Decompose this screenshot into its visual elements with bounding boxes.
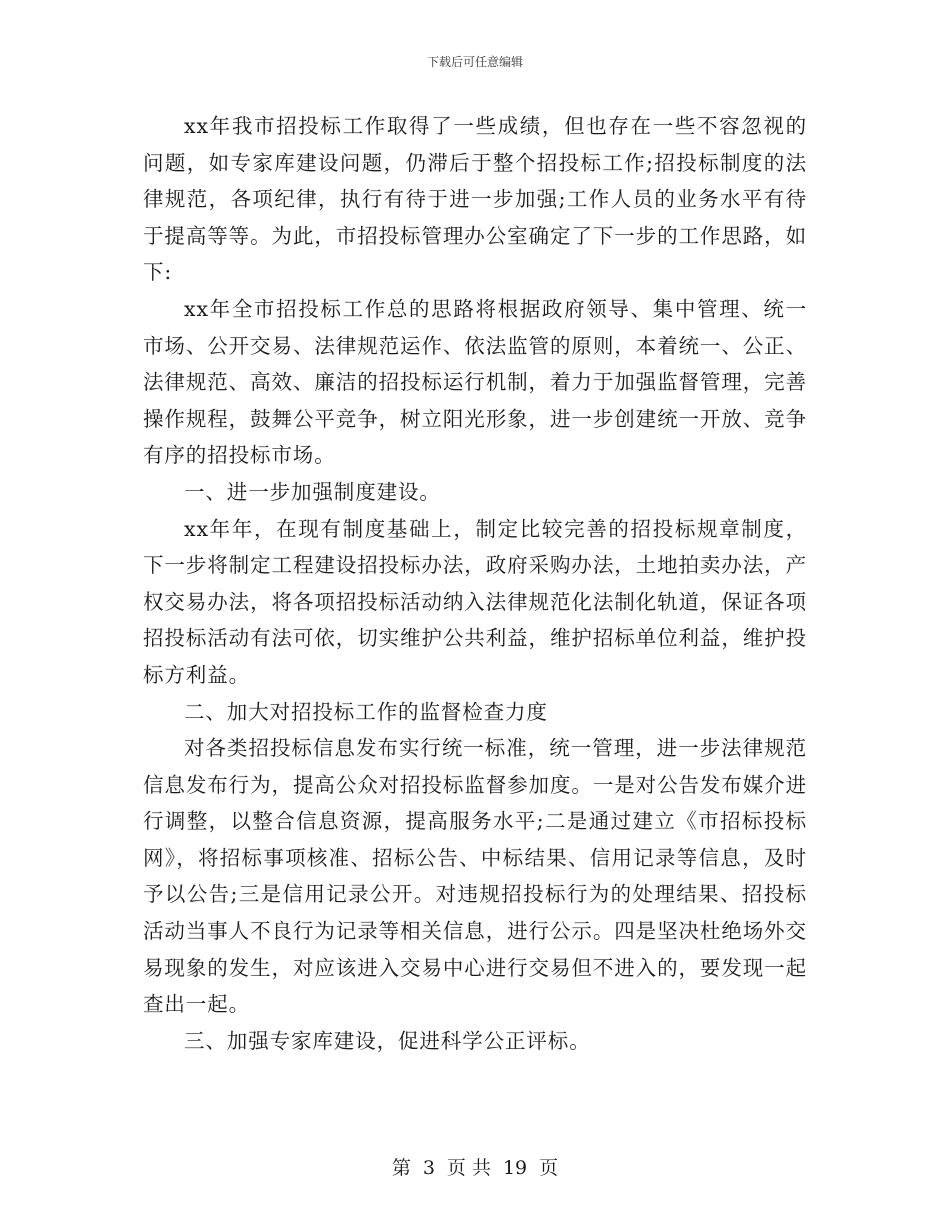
- paragraph-supervision: 对各类招投标信息发布实行统一标准，统一管理，进一步法律规范信息发布行为，提高公众对招投标监督参加度。一是对公告发布媒介进行调整，以整合信息资源，提高服务水平;二是通过建立《市招标投标网》，将招标事项核准、招标公告、中标结果、信用记录等信息，及时予以公告;三是信用记录公开。对违规招投标行为的处理结果、招投标活动当事人不良行为记录等相关信息，进行公示。四是坚决杜绝场外交易现象的发生，对应该进入交易中心进行交易但不进入的，要发现一起查出一起。: [143, 736, 807, 1017]
- section-heading-1: 一、进一步加强制度建设。: [184, 479, 441, 504]
- footer-total-pages: 19: [502, 1157, 528, 1179]
- page-footer: [0, 1153, 950, 1180]
- footer-middle: 页 共: [446, 1157, 491, 1179]
- section-heading-3: 三、加强专家库建设，促进科学公正评标。: [184, 1028, 591, 1053]
- footer-suffix: 页: [539, 1157, 559, 1179]
- paragraph-system-building: xx年年，在现有制度基础上，制定比较完善的招投标规章制度，下一步将制定工程建设招投标办法，政府采购办法，土地拍卖办法，产权交易办法，将各项招投标活动纳入法律规范化法制化轨道，保证各项招投标活动有法可依，切实维护公共利益，维护招标单位利益，维护投标方利益。: [143, 516, 807, 687]
- section-heading-2: 二、加大对招投标工作的监督检查力度: [184, 699, 548, 724]
- footer-current-page: 3: [422, 1157, 435, 1179]
- document-body: [143, 108, 807, 1059]
- header-note: 下载后可任意编辑: [426, 55, 523, 69]
- paragraph-intro: xx年我市招投标工作取得了一些成绩，但也存在一些不容忽视的问题，如专家库建设问题，仍滞后于整个招投标工作;招投标制度的法律规范，各项纪律，执行有待于进一步加强;工作人员的业务水平有待于提高等等。为此，市招投标管理办公室确定了下一步的工作思路，如下:: [143, 114, 807, 285]
- footer-prefix: 第: [391, 1157, 411, 1179]
- paragraph-overall-approach: xx年全市招投标工作总的思路将根据政府领导、集中管理、统一市场、公开交易、法律规范运作、依法监管的原则，本着统一、公正、法律规范、高效、廉洁的招投标运行机制，着力于加强监督管理，完善操作规程，鼓舞公平竞争，树立阳光形象，进一步创建统一开放、竞争有序的招投标市场。: [143, 296, 807, 468]
